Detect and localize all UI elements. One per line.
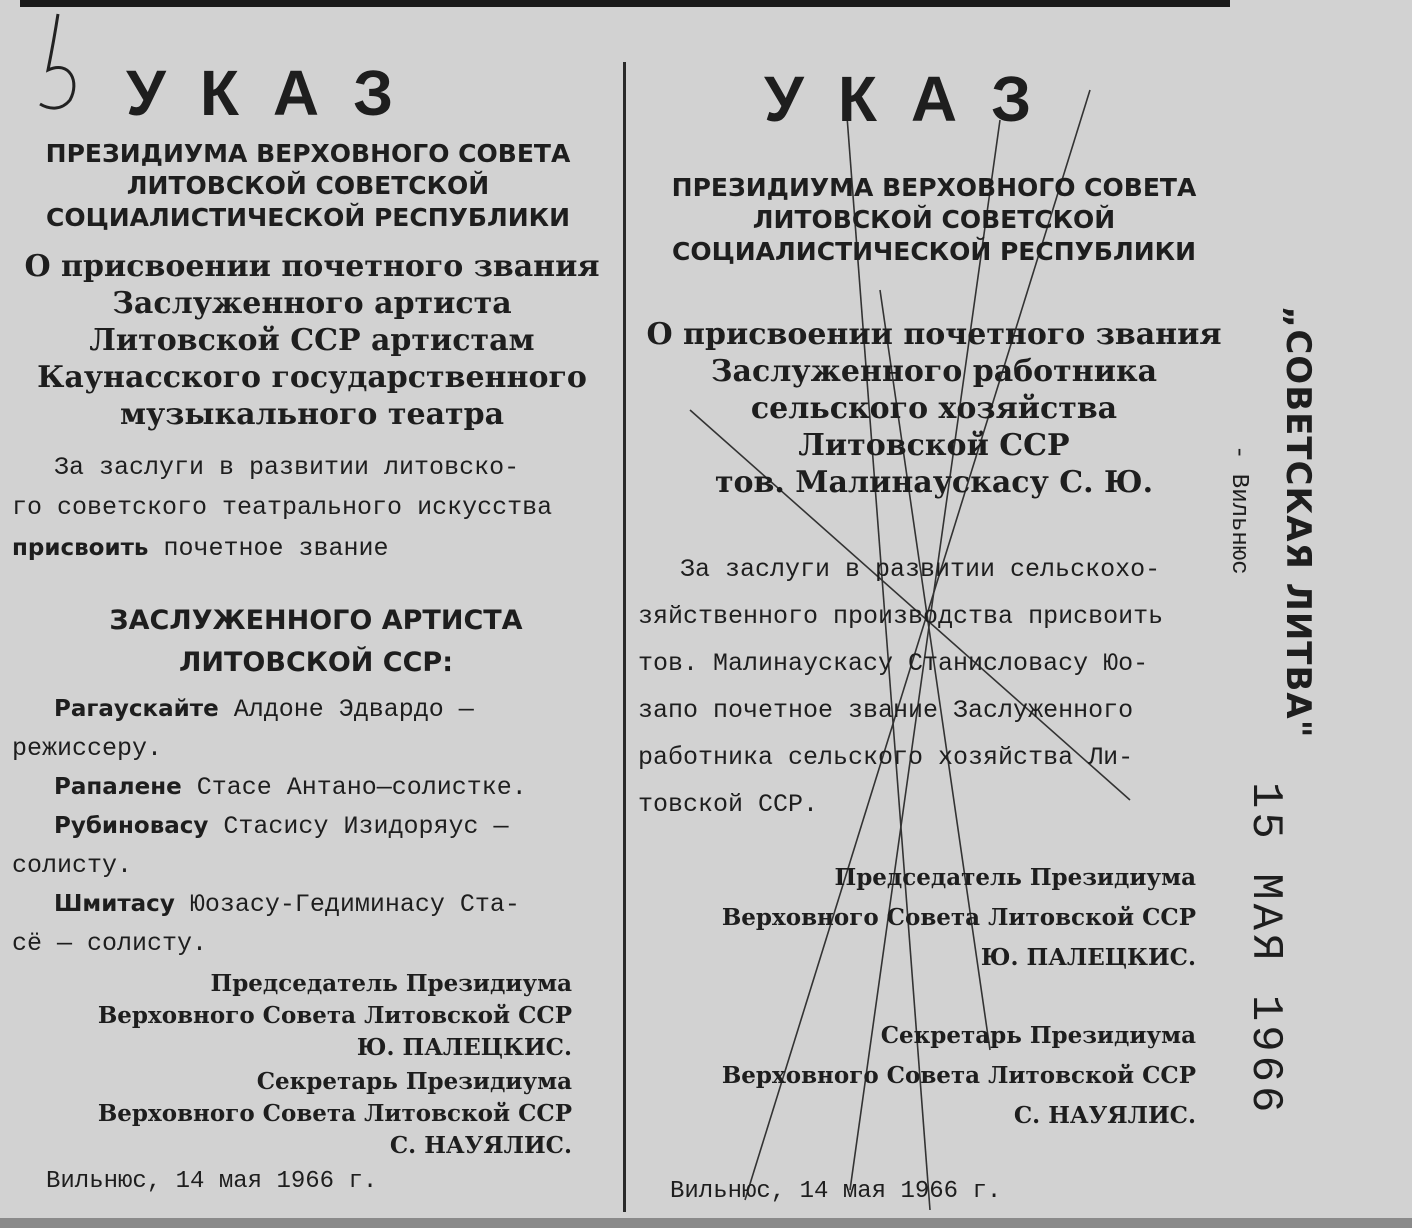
title-line: музыкального театра (119, 397, 505, 432)
title-line: О присвоении почетного звания (646, 317, 1222, 352)
left-secretary-signature (98, 1066, 572, 1162)
left-body (12, 448, 612, 569)
title-line: Заслуженного артиста (112, 286, 512, 321)
body-line: запо почетное звание Заслуженного (638, 696, 1134, 725)
signature-line: С. НАУЯЛИС. (1013, 1102, 1196, 1129)
signature-line: Председатель Президиума (834, 864, 1196, 891)
signature-line: Ю. ПАЛЕЦКИС. (356, 1034, 572, 1061)
title-line: Литовской ССР артистам (89, 323, 535, 358)
right-place-date: Вильнюс, 14 мая 1966 г. (670, 1178, 1002, 1205)
left-award (8, 600, 624, 684)
award-line: ЛИТОВСКОЙ ССР: (178, 647, 454, 678)
person-detail: Стасису Изидоряус — (208, 812, 509, 841)
newspaper-stamp: „СОВЕТСКАЯ ЛИТВА" (1278, 306, 1318, 739)
stamp-city: - Вильнюс (1225, 445, 1252, 575)
person-detail: Алдоне Эдвардо — (218, 695, 474, 724)
body-line: За заслуги в развитии литовско- (54, 453, 520, 482)
right-chairman-signature (722, 858, 1196, 978)
left-place-date: Вильнюс, 14 мая 1966 г. (46, 1168, 378, 1195)
title-line: Каунасского государственного (37, 360, 587, 395)
person-entry (12, 768, 612, 807)
signature-line: Секретарь Президиума (880, 1022, 1196, 1049)
person-name: Рагаускайте (54, 696, 219, 722)
title-line: О присвоении почетного звания (24, 249, 600, 284)
right-body (638, 546, 1228, 828)
body-line: За заслуги в развитии сельскохо- (680, 555, 1161, 584)
person-cont: солисту. (12, 851, 133, 880)
issuer-line: СОЦИАЛИСТИЧЕСКОЙ РЕСПУБЛИКИ (45, 203, 571, 232)
body-line: го советского театрального искусства (12, 493, 553, 522)
body-line: почетное звание (148, 534, 389, 563)
body-line: работника сельского хозяйства Ли- (638, 743, 1134, 772)
issuer-line: ПРЕЗИДИУМА ВЕРХОВНОГО СОВЕТА (671, 173, 1197, 202)
right-issuer (634, 172, 1234, 268)
person-detail: Стасе Антано—солистке. (181, 773, 527, 802)
person-entry (12, 807, 612, 846)
issuer-line: СОЦИАЛИСТИЧЕСКОЙ РЕСПУБЛИКИ (671, 237, 1197, 266)
signature-line: С. НАУЯЛИС. (389, 1132, 572, 1159)
title-line: тов. Малинаускасу С. Ю. (714, 465, 1154, 500)
person-name: Шмитасу (54, 891, 175, 917)
stamp-date: 15 МАЯ 1966 (1240, 782, 1290, 1117)
left-issuer (8, 138, 608, 234)
person-entry (12, 690, 612, 729)
body-line: зяйственного производства присвоить (638, 602, 1164, 631)
left-chairman-signature (98, 968, 572, 1064)
issuer-line: ПРЕЗИДИУМА ВЕРХОВНОГО СОВЕТА (45, 139, 571, 168)
left-heading: УКАЗ (126, 57, 428, 129)
handwritten-number-5 (40, 14, 74, 108)
body-bold-word: присвоить (12, 535, 149, 561)
right-heading: УКАЗ (764, 63, 1066, 135)
signature-line: Верховного Совета Литовской ССР (97, 1100, 572, 1127)
signature-line: Верховного Совета Литовской ССР (97, 1002, 572, 1029)
signature-line: Верховного Совета Литовской ССР (721, 1062, 1196, 1089)
title-line: Литовской ССР (798, 428, 1070, 463)
person-detail: Юозасу-Гедиминасу Ста- (174, 890, 520, 919)
person-name: Рапалене (54, 774, 182, 800)
body-line: товской ССР. (638, 790, 819, 819)
issuer-line: ЛИТОВСКОЙ СОВЕТСКОЙ (126, 171, 490, 200)
award-line: ЗАСЛУЖЕННОГО АРТИСТА (109, 605, 523, 636)
person-entry (12, 885, 612, 924)
body-line: тов. Малинаускасу Станисловасу Юо- (638, 649, 1149, 678)
issuer-line: ЛИТОВСКОЙ СОВЕТСКОЙ (752, 205, 1116, 234)
title-line: сельского хозяйства (750, 391, 1118, 426)
left-people (12, 690, 612, 963)
person-cont: режиссеру. (12, 734, 163, 763)
right-secretary-signature (722, 1016, 1196, 1136)
person-cont: сё — солисту. (12, 929, 208, 958)
signature-line: Секретарь Президиума (256, 1068, 572, 1095)
signature-line: Верховного Совета Литовской ССР (721, 904, 1196, 931)
right-title (634, 316, 1234, 501)
left-title (8, 248, 616, 433)
title-line: Заслуженного работника (710, 354, 1158, 389)
signature-line: Председатель Президиума (210, 970, 572, 997)
person-name: Рубиновасу (54, 813, 209, 839)
signature-line: Ю. ПАЛЕЦКИС. (980, 944, 1196, 971)
